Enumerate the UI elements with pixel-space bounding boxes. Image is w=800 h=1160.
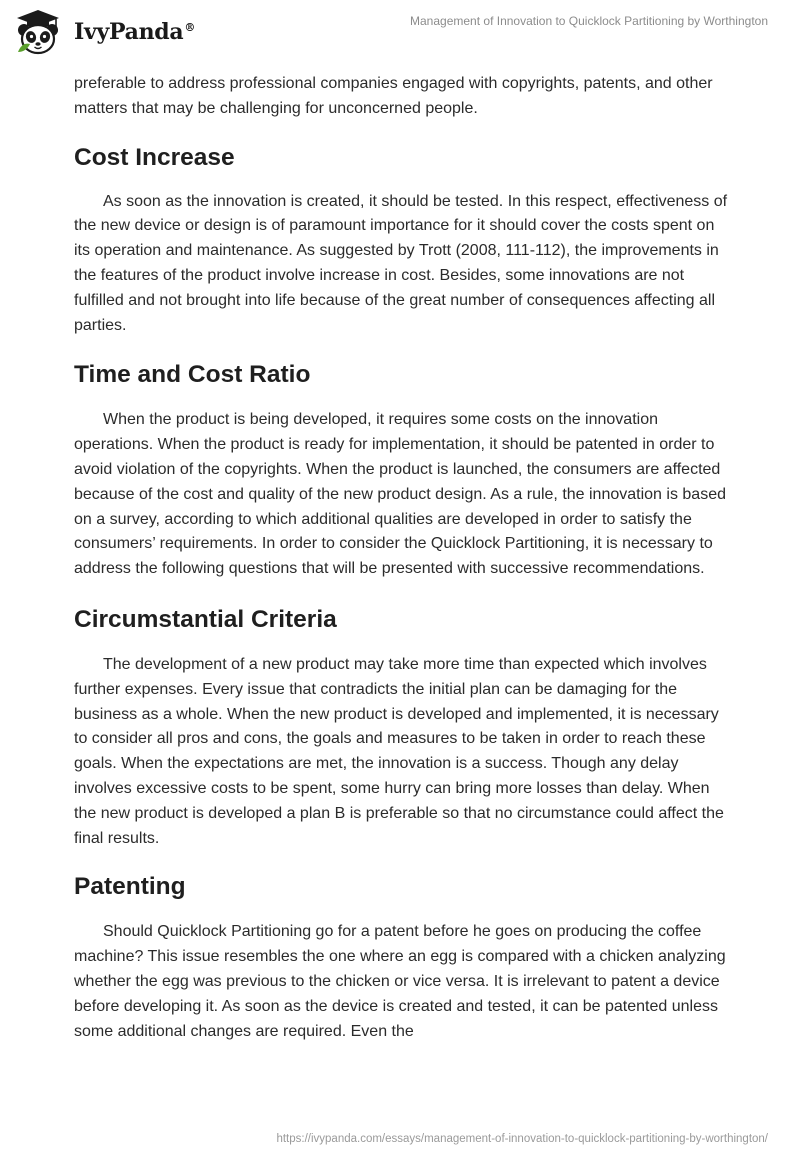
heading-circumstantial-criteria: Circumstantial Criteria <box>74 605 337 633</box>
heading-patenting: Patenting <box>74 873 186 901</box>
paragraph-time-and-cost-ratio: When the product is being developed, it requires some costs on the innovation operations. When the product is ready for implementation, it should be patented in order to avoid violation of the copyrights. When the product is launched, the consumers are affected because of the cost and quality of the new product design. As a rule, the innovation is based on a survey, according to which additional qualities are developed in order to satisfy the consumers’ requirements. In order to consider the Quicklock Partitioning, it is necessary to address the following questions that will be presented with successive recommendations. <box>74 411 726 578</box>
source-url[interactable]: https://ivypanda.com/essays/management-of-innovation-to-quicklock-partitioning-by-worthington/ <box>276 1133 768 1145</box>
paragraph-patenting: Should Quicklock Partitioning go for a patent before he goes on producing the coffee machine? This issue resembles the one where an egg is compared with a chicken analyzing whether the egg was previous to the chicken or vice versa. It is irrelevant to patent a device before developing it. As soon as the device is created and tested, it can be patented unless some additional changes are required. Even the <box>74 923 726 1040</box>
heading-cost-increase: Cost Increase <box>74 143 235 171</box>
panda-logo-icon[interactable] <box>14 8 62 56</box>
brand-name[interactable] <box>74 19 195 45</box>
brand-text: IvyPanda <box>74 19 184 45</box>
paragraph-cost-increase: As soon as the innovation is created, it should be tested. In this respect, effectiveness of the new device or design is of paramount importance for it should cover the costs spent on its operation and maintenance. As suggested by Trott (2008, 111-112), the improvements in the features of the product involve increase in cost. Besides, some innovations are not fulfilled and not brought into life because of the great number of consequences affecting all parties. <box>74 192 728 334</box>
heading-time-and-cost-ratio: Time and Cost Ratio <box>74 361 311 389</box>
registered-mark: ® <box>184 20 196 34</box>
paragraph-circumstantial-criteria: The development of a new product may take more time than expected which involves further expenses. Every issue that contradicts the initial plan can be damaging for the business as a whole. When the new product is developed and implemented, it is necessary to consider all pros and cons, the goals and measures to be taken in order to reach these goals. When the expectations are met, the innovation is a success. Though any delay involves excessive costs to be spent, some hurry can bring more losses than delay. When the new product is developed a plan B is preferable so that no circumstance could affect the final results. <box>74 655 724 847</box>
document-title: Management of Innovation to Quicklock Partitioning by Worthington <box>410 14 768 28</box>
paragraph-continued: preferable to address professional companies engaged with copyrights, patents, and other matters that may be challenging for unconcerned people. <box>74 75 713 117</box>
page-header <box>0 0 800 64</box>
essay-content <box>74 72 734 1044</box>
